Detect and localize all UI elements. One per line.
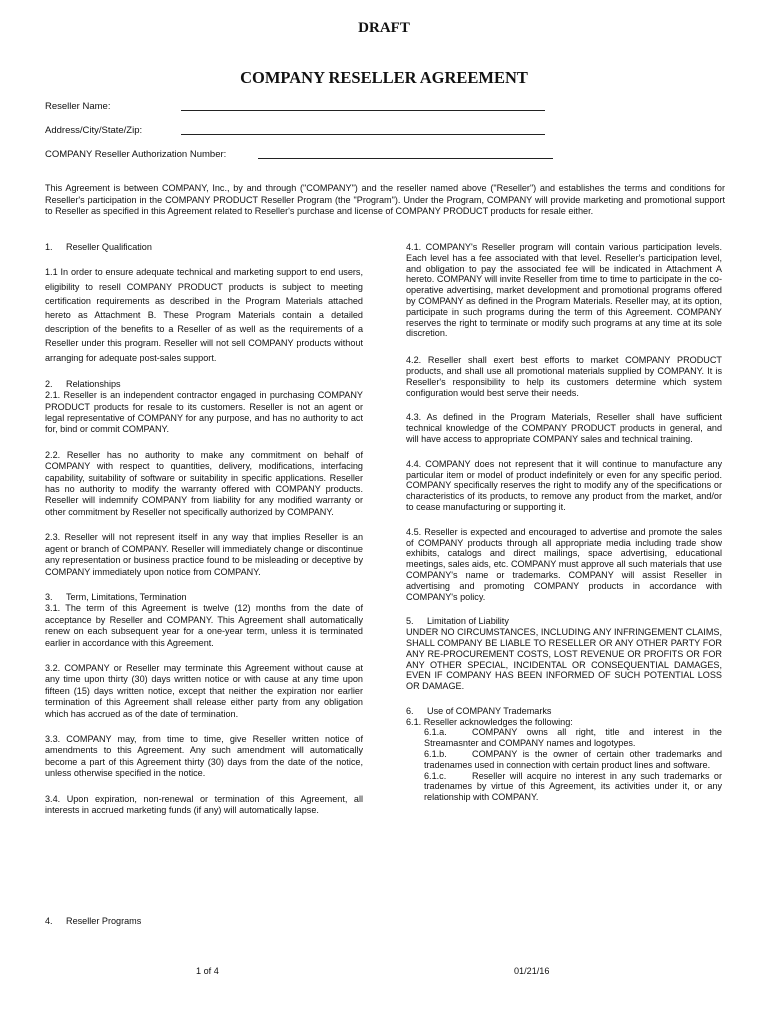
intro-paragraph: This Agreement is between COMPANY, Inc., by and through ("COMPANY") and the reseller named above ("Reseller") and establishes the terms and conditions for Reseller's participation in the COMPANY PRODUCT Reseller Program (the "Program"). Under the Program, COMPANY will provide marketing and promotional support to Reseller as specified in this Agreement related to Reseller's purchase and license of COMPANY PRODUCT products for resale either.	[45, 183, 725, 216]
document-title: COMPANY RESELLER AGREEMENT	[240, 68, 528, 87]
section-2-3: 2.3. Reseller will not represent itself in any way that implies Reseller is an agent or branch of COMPANY. Reseller will immediately change or discontinue any representation or business practice found to be misleading or deceptive by COMPANY immediately upon notice from COMPANY.	[45, 532, 363, 577]
section-5-heading: 5. Limitation of Liability	[406, 616, 509, 627]
page-number: 1 of 4	[196, 966, 219, 976]
field-auth-number-label: COMPANY Reseller Authorization Number:	[45, 149, 227, 160]
section-5-text: UNDER NO CIRCUMSTANCES, INCLUDING ANY INFRINGEMENT CLAIMS, SHALL COMPANY BE LIABLE TO RESELLER OR ANY OTHER PARTY FOR ANY RE-PROCUREMENT COSTS, LOST REVENUE OR PROFITS OR FOR ANY OTHER SPECIAL, INCIDENTAL OR CONSEQUENTIAL DAMAGES, EVEN IF COMPANY HAS BEEN INFORMED OF SUCH POTENTIAL LOSS OR DAMAGE.	[406, 627, 722, 692]
section-4-1: 4.1. COMPANY's Reseller program will contain various participation levels. Each level has a fee associated with that level. Reseller's participation level, and obligation to pay the associated fee will be indicated in Attachment A hereto. COMPANY will invite Reseller from time to time to participate in the co-operative advertising, market development and promotional programs offered by COMPANY as defined in the Program Materials. Reseller may, at its option, participate in such programs during the term of this Agreement. COMPANY reserves the right to terminate or modify such programs at any time at its sole discretion.	[406, 242, 722, 339]
section-6-heading: 6. Use of COMPANY Trademarks	[406, 705, 552, 716]
section-1-heading: 1. Reseller Qualification	[45, 242, 152, 252]
section-3-heading: 3. Term, Limitations, Termination	[45, 591, 187, 602]
field-reseller-name-label: Reseller Name:	[45, 101, 111, 112]
section-6-1-c: 6.1.c. Reseller will acquire no interest in any such trademarks or tradenames by virtue of this Agreement, its activities under it, or any relationship with COMPANY.	[424, 770, 722, 803]
section-4-5: 4.5. Reseller is expected and encouraged to advertise and promote the sales of COMPANY products through all appropriate media including trade show exhibits, catalogs and direct mailings, space advertising, educational meetings, sales aids, etc. COMPANY must approve all such materials that use COMPANY's name or trademarks. COMPANY will assist Reseller in advertising and promoting COMPANY products in accordance with COMPANY's policy.	[406, 526, 722, 602]
section-3-2: 3.2. COMPANY or Reseller may terminate this Agreement without cause at any time upon thirty (30) days written notice or with cause at any time upon fifteen (15) days written notice, except that neither the expiration nor earlier termination of this Agreement shall release either party from any obligation which has accrued as of the date of termination.	[45, 662, 363, 719]
field-reseller-name-line	[181, 110, 545, 111]
section-6-1-a: 6.1.a. COMPANY owns all right, title and interest in the Streamasnter and COMPANY names and logotypes.	[424, 727, 722, 749]
section-3-4: 3.4. Upon expiration, non-renewal or termination of this Agreement, all interests in accrued marketing funds (if any) will automatically lapse.	[45, 793, 363, 816]
section-2-2: 2.2. Reseller has no authority to make any commitment on behalf of COMPANY with respect to quantities, delivery, modifications, interfacing capability, suitability of software or suitability in specific applications. Reseller has no authority to modify the warranty offered with COMPANY products. Reseller will indemnify COMPANY from liability for any modified warranty or other commitment by Reseller not specifically authorized by COMPANY.	[45, 449, 363, 517]
field-address-label: Address/City/State/Zip:	[45, 125, 143, 136]
section-6-1: 6.1. Reseller acknowledges the following:	[406, 716, 573, 727]
right-column	[406, 242, 722, 803]
section-3-1: 3.1. The term of this Agreement is twelve (12) months from the date of acceptance by Reseller and COMPANY. This Agreement shall automatically renew on each subsequent year for a one-year term, unless it is terminated earlier in accordance with this Agreement.	[45, 603, 363, 648]
section-4-heading: 4. Reseller Programs	[45, 916, 142, 926]
field-address-line	[181, 134, 545, 135]
footer-date: 01/21/16	[514, 966, 550, 976]
section-4-2: 4.2. Reseller shall exert best efforts to market COMPANY PRODUCT products, and shall use all promotional materials supplied by COMPANY. It is Reseller's responsibility to help its customers determine which system configuration would best serve their needs.	[406, 355, 722, 398]
section-3-3: 3.3. COMPANY may, from time to time, give Reseller written notice of amendments to this Agreement. Any such amendment will automatically become a part of this Agreement thirty (30) days from the date of the notice, unless otherwise specified in the notice.	[45, 733, 363, 779]
draft-label: DRAFT	[358, 20, 410, 36]
field-auth-number-line	[258, 158, 553, 159]
section-1-1: 1.1 In order to ensure adequate technical and marketing support to end users, eligibility to resell COMPANY PRODUCT products is subject to meeting certification requirements as described in the Program Materials attached hereto as Attachment B. These Program Materials contain a detailed description of the benefits to a Reseller of as well as the requirements of a Reseller under this program. Reseller will not sell COMPANY products without arranging for adequate post-sales support.	[45, 267, 363, 363]
section-4-3: 4.3. As defined in the Program Materials, Reseller shall have sufficient technical knowledge of the COMPANY PRODUCT products in general, and will have access to appropriate COMPANY sales and technical training.	[406, 412, 722, 444]
section-4-4: 4.4. COMPANY does not represent that it will continue to manufacture any particular item or model of product indefinitely or even for any specific period. COMPANY specifically reserves the right to modify any of the specifications or characteristics of its products, to remove any product from the market, and/or to cease manufacturing or supporting it.	[406, 458, 722, 512]
section-6-1-b: 6.1.b. COMPANY is the owner of certain other trademarks and tradenames used in connection with certain product lines and software.	[424, 749, 722, 770]
left-column	[45, 242, 363, 816]
section-2-heading: 2. Relationships	[45, 378, 121, 389]
section-2-1: 2.1. Reseller is an independent contractor engaged in purchasing COMPANY PRODUCT products for resale to its customers. Reseller is not an agent or legal representative of COMPANY for any purpose, and has no authority to act for, bind or commit COMPANY.	[45, 390, 363, 435]
